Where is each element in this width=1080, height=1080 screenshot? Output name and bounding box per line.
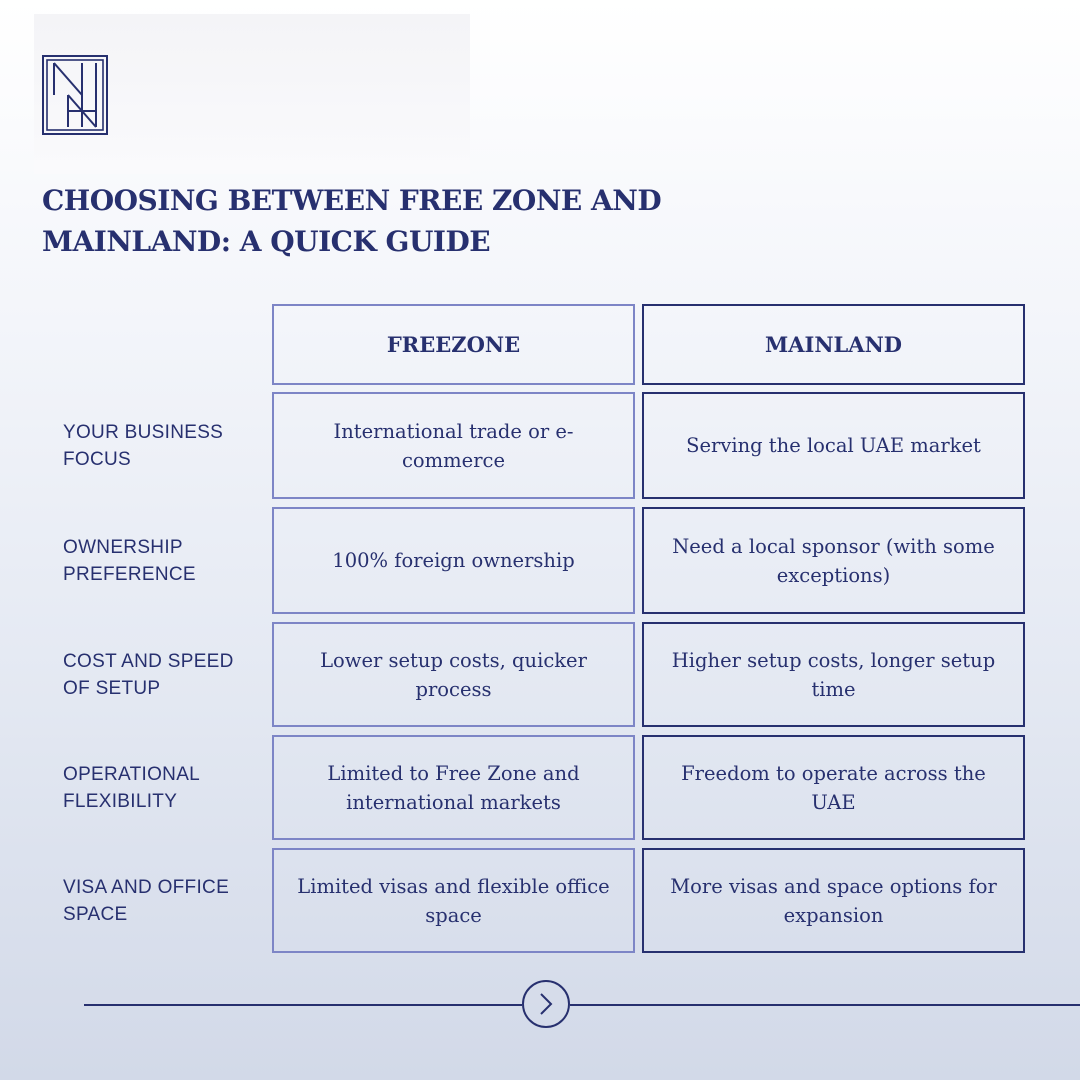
row-label-visa-office: VISA AND OFFICE SPACE: [63, 876, 230, 925]
mainland-business-focus: Serving the local UAE market: [642, 392, 1025, 499]
mainland-visa-office: More visas and space options for expansion: [642, 848, 1025, 953]
freezone-visa-office: Limited visas and flexible office space: [272, 848, 635, 953]
row-label-cost-speed: COST AND SPEED OF SETUP: [63, 650, 234, 699]
nh-logo: [42, 55, 108, 135]
mainland-cost-speed: Higher setup costs, longer setup time: [642, 622, 1025, 727]
page-title: CHOOSING BETWEEN FREE ZONE AND MAINLAND: A QUICK GUIDE: [42, 184, 662, 258]
row-label-flexibility: OPERATIONAL FLEXIBILITY: [63, 763, 200, 812]
next-button[interactable]: [522, 980, 570, 1028]
divider-left: [84, 1004, 522, 1006]
mainland-flexibility: Freedom to operate across the UAE: [642, 735, 1025, 840]
mainland-ownership: Need a local sponsor (with some exceptions): [642, 507, 1025, 614]
column-header-mainland: MAINLAND: [642, 304, 1025, 385]
chevron-right-icon: [537, 991, 555, 1017]
column-header-freezone: FREEZONE: [272, 304, 635, 385]
freezone-ownership: 100% foreign ownership: [272, 507, 635, 614]
divider-right: [570, 1004, 1080, 1006]
row-label-ownership: OWNERSHIP PREFERENCE: [63, 536, 196, 585]
freezone-business-focus: International trade or e-commerce: [272, 392, 635, 499]
freezone-cost-speed: Lower setup costs, quicker process: [272, 622, 635, 727]
freezone-flexibility: Limited to Free Zone and international markets: [272, 735, 635, 840]
row-label-business-focus: YOUR BUSINESS FOCUS: [63, 421, 224, 470]
